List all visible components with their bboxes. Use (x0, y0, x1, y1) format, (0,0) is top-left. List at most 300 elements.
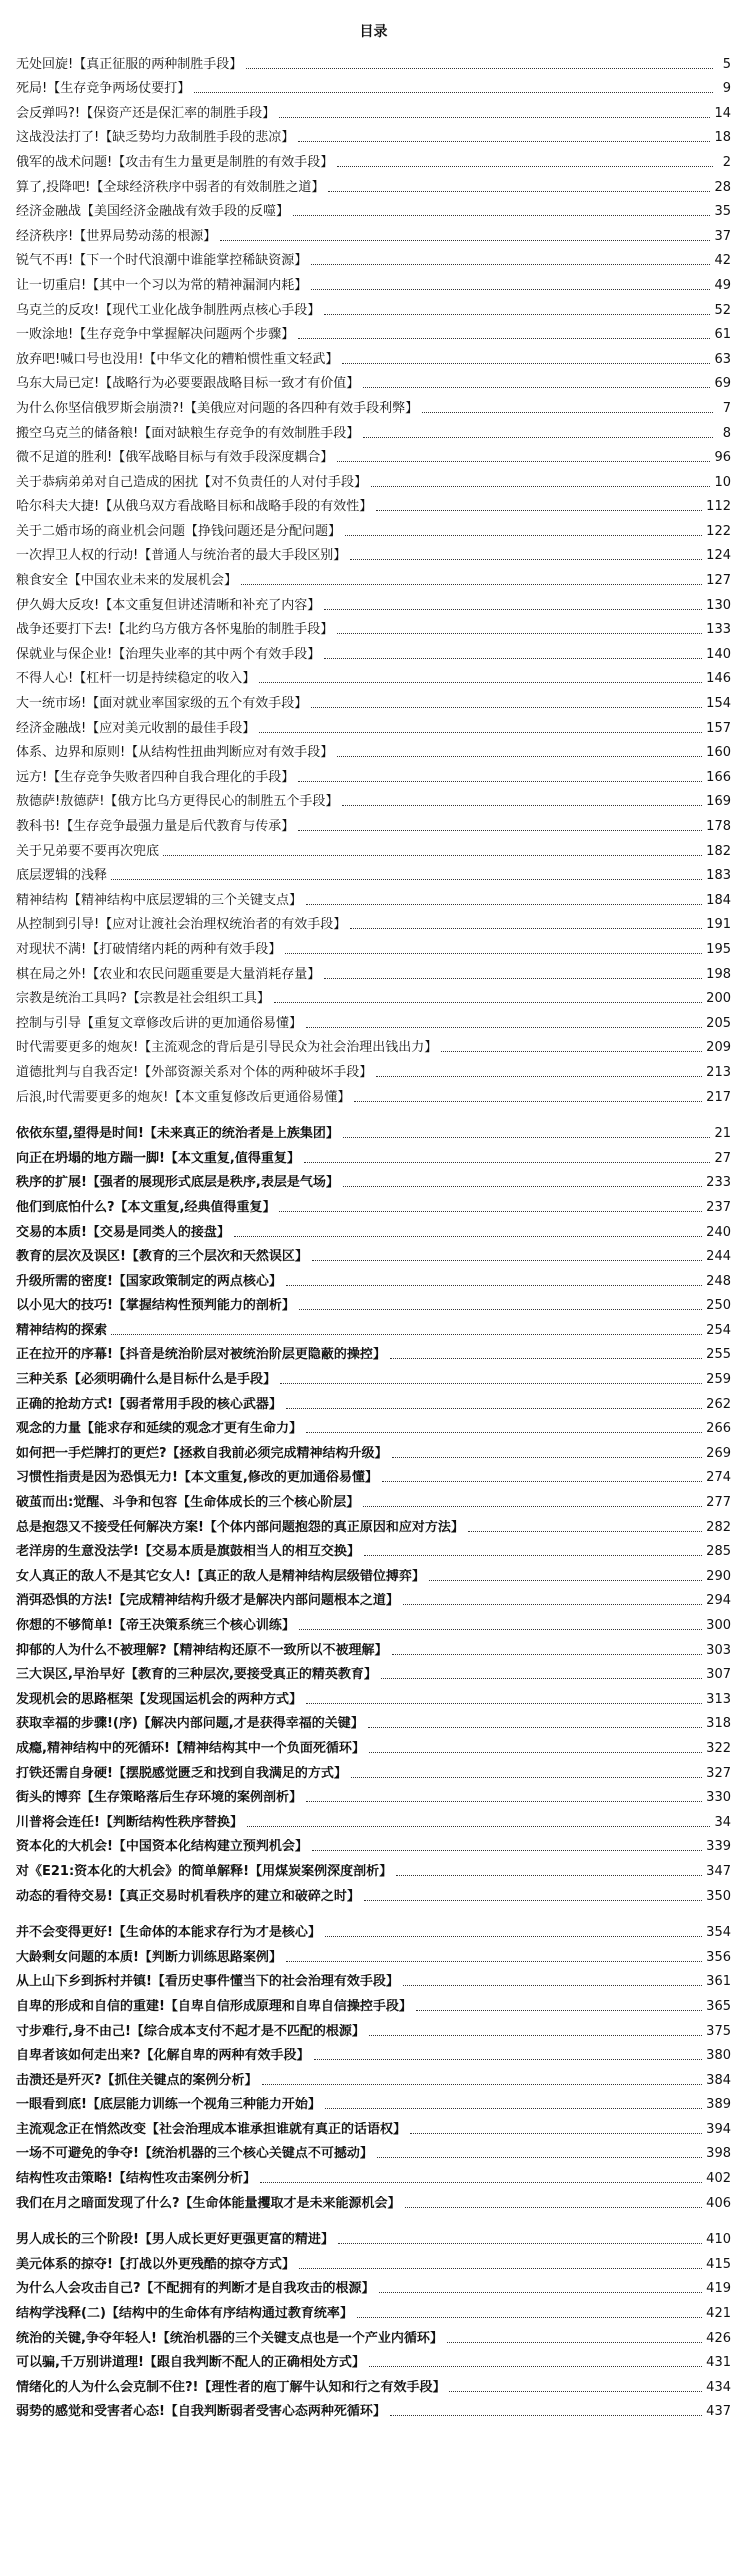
toc-entry-title: 可以骗,千万别讲道理!【跟自我判断不配人的正确相处方式】 (16, 2355, 365, 2371)
toc-entry[interactable] (16, 1462, 731, 1487)
toc-entry[interactable] (16, 1782, 731, 1807)
dot-leader (259, 732, 702, 733)
dot-leader (299, 1309, 702, 1310)
toc-entry[interactable] (16, 1708, 731, 1733)
dot-leader (306, 904, 702, 905)
toc-entry-page: 34 (714, 1814, 731, 1830)
toc-entry-page: 290 (706, 1568, 731, 1584)
toc-entry[interactable] (16, 2064, 731, 2089)
page-title: 目录 (359, 24, 388, 40)
toc-entry-title: 抑郁的人为什么不被理解?【精神结构还原不一致所以不被理解】 (16, 1642, 388, 1658)
toc-entry-page: 384 (706, 2072, 731, 2088)
toc-entry[interactable] (16, 491, 731, 516)
toc-entry-page: 127 (706, 573, 731, 589)
toc-entry[interactable] (16, 2224, 731, 2249)
toc-entry-page: 262 (706, 1396, 731, 1412)
dot-leader (376, 510, 702, 511)
toc-entry[interactable] (16, 2297, 731, 2322)
toc-entry-title: 一败涂地!【生存竞争中掌握解决问题两个步骤】 (16, 327, 295, 343)
toc-entry[interactable] (16, 1831, 731, 1856)
toc-entry-title: 老洋房的生意没法学!【交易本质是旗鼓相当人的相互交换】 (16, 1544, 360, 1560)
toc-entry[interactable] (16, 1388, 731, 1413)
toc-entry-page: 380 (706, 2048, 731, 2064)
toc-entry-title: 正确的抢劫方式!【弱者常用手段的核心武器】 (16, 1396, 282, 1412)
dot-leader (449, 2391, 702, 2392)
toc-entry-page: 248 (706, 1273, 731, 1289)
toc-entry-title: 乌克兰的反攻!【现代工业化战争制胜两点核心手段】 (16, 302, 321, 318)
toc-entry[interactable] (16, 1511, 731, 1536)
dot-leader (311, 289, 710, 290)
toc-entry[interactable] (16, 983, 731, 1008)
toc-entry[interactable] (16, 1917, 731, 1942)
dot-leader (298, 830, 702, 831)
toc-entry-title: 搬空乌克兰的储备粮!【面对缺粮生存竞争的有效制胜手段】 (16, 425, 360, 441)
dot-leader (325, 1936, 702, 1937)
toc-entry[interactable] (16, 2273, 731, 2298)
toc-entry-page: 269 (706, 1445, 731, 1461)
dot-leader (324, 658, 702, 659)
toc-entry[interactable] (16, 1191, 731, 1216)
dot-leader (298, 141, 710, 142)
dot-leader (293, 215, 710, 216)
toc-entry-page: 178 (706, 819, 731, 834)
toc-entry-page: 318 (706, 1716, 731, 1732)
toc-entry[interactable] (16, 712, 731, 737)
toc-entry-title: 消弭恐惧的方法!【完成精神结构升级才是解决内部问题根本之道】 (16, 1593, 399, 1609)
toc-entry-page: 394 (706, 2121, 731, 2137)
dot-leader (328, 191, 710, 192)
toc-entry[interactable] (16, 786, 731, 811)
toc-entry-page: 5 (722, 56, 731, 72)
toc-entry-title: 依依东望,望得是时间!【未来真正的统治者是上族集团】 (16, 1126, 339, 1142)
dot-leader (299, 1629, 702, 1630)
toc-entry-page: 209 (706, 1040, 731, 1056)
toc-entry-title: 关于二婚市场的商业机会问题【挣钱问题还是分配问题】 (16, 523, 342, 539)
toc-entry[interactable] (16, 97, 731, 122)
toc-entry-page: 49 (714, 277, 731, 293)
toc-entry[interactable] (16, 2162, 731, 2187)
toc-entry-title: 一眼看到底!【底层能力训练一个视角三种能力开始】 (16, 2097, 321, 2113)
toc-entry-title: 寸步难行,身不由己!【综合成本支付不起才是不匹配的根源】 (16, 2023, 365, 2039)
toc-entry-page: 354 (706, 1925, 731, 1941)
dot-leader (286, 1961, 702, 1962)
toc-entry[interactable] (16, 1585, 731, 1610)
toc-entry[interactable] (16, 909, 731, 934)
toc-entry[interactable] (16, 1486, 731, 1511)
dot-leader (279, 117, 710, 118)
toc-entry-title: 放弃吧!喊口号也没用!【中华文化的糟粕惯性重文轻武】 (16, 351, 339, 367)
toc-entry[interactable] (16, 1265, 731, 1290)
toc-entry[interactable] (16, 1437, 731, 1462)
dot-leader (363, 387, 710, 388)
toc-entry-title: 从控制到引导!【应对让渡社会治理权统治者的有效手段】 (16, 917, 347, 933)
toc-entry[interactable] (16, 343, 731, 368)
toc-entry[interactable] (16, 2040, 731, 2065)
toc-entry-page: 431 (706, 2355, 731, 2371)
dot-leader (371, 486, 710, 487)
toc-entry[interactable] (16, 515, 731, 540)
toc-entry[interactable] (16, 1056, 731, 1081)
toc-entry-title: 他们到底怕什么?【本文重复,经典值得重复】 (16, 1199, 276, 1215)
toc-entry-page: 347 (706, 1863, 731, 1879)
dot-leader (220, 240, 710, 241)
toc-entry-page: 37 (714, 228, 731, 244)
toc-entry[interactable] (16, 1536, 731, 1561)
dot-leader (298, 781, 702, 782)
toc-entry-title: 棋在局之外!【农业和农民问题重要是大量消耗存量】 (16, 966, 321, 982)
table-of-contents (16, 48, 731, 2420)
toc-entry-page: 63 (714, 351, 731, 367)
dot-leader (312, 1850, 702, 1851)
dot-leader (369, 2035, 702, 2036)
toc-entry-title: 以小见大的技巧!【掌握结构性预判能力的剖析】 (16, 1298, 295, 1314)
dot-leader (325, 2108, 702, 2109)
toc-entry-title: 哈尔科夫大捷!【从俄乌双方看战略目标和战略手段的有效性】 (16, 499, 373, 515)
toc-entry-title: 微不足道的胜利!【俄军战略目标与有效手段深度耦合】 (16, 450, 334, 466)
toc-entry[interactable] (16, 220, 731, 245)
dot-leader (350, 928, 702, 929)
toc-entry[interactable] (16, 1081, 731, 1106)
toc-entry[interactable] (16, 614, 731, 639)
toc-entry-title: 对现状不满!【打破情绪内耗的两种有效手段】 (16, 941, 282, 957)
dot-leader (262, 2084, 703, 2085)
dot-leader (350, 559, 702, 560)
toc-entry[interactable] (16, 1118, 731, 1143)
toc-entry-page: 419 (706, 2281, 731, 2297)
dot-leader (311, 707, 702, 708)
toc-entry[interactable] (16, 392, 731, 417)
dot-leader (403, 1604, 702, 1605)
toc-entry[interactable] (16, 196, 731, 221)
dot-leader (279, 1211, 702, 1212)
toc-entry-title: 你想的不够简单!【帝王决策系统三个核心训练】 (16, 1618, 295, 1633)
toc-entry-page: 282 (706, 1519, 731, 1535)
dot-leader (298, 338, 710, 339)
toc-entry-page: 421 (706, 2306, 731, 2322)
toc-entry[interactable] (16, 1363, 731, 1388)
toc-entry-title: 发现机会的思路框架【发现国运机会的两种方式】 (16, 1691, 303, 1707)
toc-entry-page: 10 (714, 474, 731, 490)
toc-entry[interactable] (16, 860, 731, 885)
toc-entry[interactable] (16, 1032, 731, 1057)
toc-entry-page: 406 (706, 2195, 731, 2211)
toc-entry[interactable] (16, 1806, 731, 1831)
dot-leader (241, 584, 702, 585)
dot-leader (345, 535, 702, 536)
toc-entry-title: 结构学浅释(二)【结构中的生命体有序结构通过教育统率】 (16, 2306, 353, 2322)
toc-entry-title: 敖德萨!敖德萨!【俄方比乌方更得民心的制胜五个手段】 (16, 794, 339, 810)
toc-entry-title: 结构性攻击策略!【结构性攻击案例分析】 (16, 2171, 256, 2187)
toc-entry[interactable] (16, 564, 731, 589)
dot-leader (422, 412, 713, 413)
toc-entry[interactable] (16, 2347, 731, 2372)
toc-entry-page: 182 (706, 843, 731, 859)
toc-entry-page: 198 (706, 966, 731, 982)
toc-entry-page: 437 (706, 2404, 731, 2420)
toc-entry-page: 7 (722, 400, 731, 416)
dot-leader (306, 1432, 702, 1433)
dot-leader (376, 1076, 702, 1077)
toc-entry[interactable] (16, 2089, 731, 2114)
toc-entry[interactable] (16, 761, 731, 786)
dot-leader (381, 1678, 702, 1679)
toc-entry[interactable] (16, 1683, 731, 1708)
toc-entry-title: 升级所需的密度!【国家政策制定的两点核心】 (16, 1273, 282, 1289)
toc-entry[interactable] (16, 1560, 731, 1585)
toc-entry[interactable] (16, 269, 731, 294)
dot-leader (369, 2366, 702, 2367)
toc-entry-title: 大一统市场!【面对就业率国家级的五个有效手段】 (16, 696, 308, 712)
toc-entry[interactable] (16, 933, 731, 958)
toc-entry[interactable] (16, 319, 731, 344)
toc-entry[interactable] (16, 1142, 731, 1167)
toc-entry[interactable] (16, 1167, 731, 1192)
toc-entry[interactable] (16, 2248, 731, 2273)
toc-entry-page: 233 (706, 1175, 731, 1191)
toc-entry[interactable] (16, 1413, 731, 1438)
group-separator (16, 2212, 731, 2224)
toc-entry-title: 粮食安全【中国农业未来的发展机会】 (16, 573, 238, 589)
toc-entry[interactable] (16, 884, 731, 909)
toc-entry-page: 2 (722, 154, 731, 170)
toc-entry-title: 正在拉开的序幕!【抖音是统治阶层对被统治阶层更隐蔽的操控】 (16, 1347, 386, 1363)
toc-entry[interactable] (16, 1990, 731, 2015)
toc-entry[interactable] (16, 958, 731, 983)
toc-entry[interactable] (16, 1314, 731, 1339)
toc-entry-title: 这战没法打了!【缺乏势均力敌制胜手段的悲凉】 (16, 130, 295, 146)
toc-entry-title: 我们在月之暗面发现了什么?【生命体能量攫取才是未来能源机会】 (16, 2195, 401, 2211)
toc-entry[interactable] (16, 2371, 731, 2396)
toc-entry-title: 体系、边界和原则!【从结构性扭曲判断应对有效手段】 (16, 745, 334, 761)
toc-entry[interactable] (16, 146, 731, 171)
toc-entry-page: 350 (706, 1888, 731, 1904)
toc-entry-title: 不得人心!【杠杆一切是持续稳定的收入】 (16, 671, 256, 687)
toc-entry-page: 277 (706, 1495, 731, 1511)
toc-entry-title: 保就业与保企业!【治理失业率的其中两个有效手段】 (16, 646, 321, 662)
toc-entry[interactable] (16, 1659, 731, 1684)
dot-leader (311, 264, 710, 265)
toc-entry-title: 资本化的大机会!【中国资本化结构建立预判机会】 (16, 1839, 308, 1855)
dot-leader (405, 2207, 703, 2208)
toc-entry[interactable] (16, 122, 731, 147)
toc-entry-page: 254 (706, 1322, 731, 1338)
toc-entry-title: 秩序的扩展!【强者的展现形式底层是秩序,表层是气场】 (16, 1175, 339, 1191)
toc-entry-page: 28 (714, 179, 731, 195)
toc-entry[interactable] (16, 245, 731, 270)
toc-entry[interactable] (16, 1732, 731, 1757)
toc-entry-title: 男人成长的三个阶段!【男人成长更好更强更富的精进】 (16, 2232, 334, 2248)
toc-entry[interactable] (16, 1216, 731, 1241)
toc-entry-title: 女人真正的敌人不是其它女人!【真正的敌人是精神结构层级错位搏弈】 (16, 1568, 425, 1584)
dot-leader (377, 2157, 702, 2158)
dot-leader (111, 1334, 702, 1335)
dot-leader (286, 1408, 702, 1409)
toc-entry-title: 为什么你坚信俄罗斯会崩溃?!【美俄应对问题的各四种有效手段利弊】 (16, 400, 419, 416)
toc-entry-title: 自卑的形成和自信的重建!【自卑自信形成原理和自卑自信操控手段】 (16, 1998, 412, 2014)
dot-leader (390, 1358, 702, 1359)
toc-entry-title: 自卑者该如何走出来?【化解自卑的两种有效手段】 (16, 2048, 310, 2064)
toc-entry-title: 精神结构【精神结构中底层逻辑的三个关键支点】 (16, 892, 303, 908)
toc-entry[interactable] (16, 1966, 731, 1991)
toc-entry-title: 道德批判与自我否定!【外部资源关系对个体的两种破坏手段】 (16, 1064, 373, 1080)
toc-entry-page: 255 (706, 1347, 731, 1363)
toc-entry-title: 控制与引导【重复文章修改后讲的更加通俗易懂】 (16, 1015, 303, 1031)
dot-leader (468, 1531, 702, 1532)
toc-entry[interactable] (16, 171, 731, 196)
toc-entry-page: 61 (714, 327, 731, 343)
toc-entry-page: 250 (706, 1298, 731, 1314)
toc-entry[interactable] (16, 1757, 731, 1782)
toc-entry-title: 交易的本质!【交易是同类人的接盘】 (16, 1224, 230, 1240)
toc-entry-page: 27 (714, 1150, 731, 1166)
dot-leader (304, 1162, 711, 1163)
toc-entry-page: 240 (706, 1224, 731, 1240)
toc-entry-page: 9 (722, 81, 731, 97)
dot-leader (447, 2342, 702, 2343)
toc-entry[interactable] (16, 2322, 731, 2347)
dot-leader (286, 1285, 702, 1286)
toc-entry[interactable] (16, 1609, 731, 1634)
toc-entry[interactable] (16, 835, 731, 860)
toc-entry[interactable] (16, 1241, 731, 1266)
dot-leader (364, 1555, 702, 1556)
toc-entry-page: 259 (706, 1372, 731, 1388)
toc-entry[interactable] (16, 48, 731, 73)
toc-entry-page: 217 (706, 1089, 731, 1105)
toc-entry-page: 330 (706, 1790, 731, 1806)
toc-entry-title: 川普将会连任!【判断结构性秩序替换】 (16, 1814, 243, 1830)
toc-entry-title: 从上山下乡到拆村并镇!【看历史事件懂当下的社会治理有效手段】 (16, 1974, 399, 1990)
toc-entry-title: 三种关系【必须明确什么是目标什么是手段】 (16, 1372, 277, 1388)
toc-entry[interactable] (16, 2396, 731, 2421)
dot-leader (259, 682, 702, 683)
toc-entry[interactable] (16, 2113, 731, 2138)
toc-entry-title: 主流观念正在悄然改变【社会治理成本谁承担谁就有真正的话语权】 (16, 2121, 407, 2137)
dot-leader (337, 166, 713, 167)
dot-leader (342, 363, 710, 364)
toc-entry[interactable] (16, 2187, 731, 2212)
toc-entry-page: 434 (706, 2379, 731, 2395)
toc-entry[interactable] (16, 73, 731, 98)
toc-entry-title: 如何把一手烂牌打的更烂?【拯救自我前必须完成精神结构升级】 (16, 1445, 388, 1461)
dot-leader (274, 1002, 702, 1003)
dot-leader (343, 1186, 702, 1187)
toc-entry-page: 130 (706, 597, 731, 613)
toc-entry-page: 205 (706, 1015, 731, 1031)
toc-entry[interactable] (16, 1634, 731, 1659)
toc-entry-page: 191 (706, 917, 731, 933)
toc-entry-page: 410 (706, 2232, 731, 2248)
dot-leader (299, 2268, 702, 2269)
toc-entry[interactable] (16, 687, 731, 712)
toc-entry[interactable] (16, 466, 731, 491)
toc-entry[interactable] (16, 810, 731, 835)
toc-entry[interactable] (16, 1339, 731, 1364)
dot-leader (369, 1752, 702, 1753)
toc-entry-title: 乌东大局已定!【战略行为必要要跟战略目标一致才有价值】 (16, 376, 360, 392)
toc-entry[interactable] (16, 294, 731, 319)
toc-entry-page: 322 (706, 1740, 731, 1756)
toc-entry-page: 8 (722, 425, 731, 441)
dot-leader (410, 2133, 702, 2134)
dot-leader (390, 2415, 702, 2416)
toc-entry[interactable] (16, 1941, 731, 1966)
toc-entry[interactable] (16, 1880, 731, 1905)
toc-entry-title: 美元体系的掠夺!【打战以外更残酷的掠夺方式】 (16, 2256, 295, 2272)
toc-entry-page: 426 (706, 2330, 731, 2346)
toc-entry-page: 133 (706, 622, 731, 638)
toc-entry-page: 184 (706, 892, 731, 908)
toc-entry-page: 327 (706, 1765, 731, 1781)
toc-entry-page: 294 (706, 1593, 731, 1609)
toc-entry[interactable] (16, 1007, 731, 1032)
toc-entry[interactable] (16, 737, 731, 762)
toc-entry-title: 宗教是统治工具吗?【宗教是社会组织工具】 (16, 991, 270, 1007)
toc-entry-page: 274 (706, 1470, 731, 1486)
toc-entry-page: 375 (706, 2023, 731, 2039)
dot-leader (260, 2182, 702, 2183)
toc-entry[interactable] (16, 442, 731, 467)
dot-leader (338, 2243, 702, 2244)
toc-entry-title: 弱势的感觉和受害者心态!【自我判断弱者受害心态两种死循环】 (16, 2404, 386, 2420)
toc-entry-page: 69 (714, 376, 731, 392)
dot-leader (351, 1777, 702, 1778)
toc-entry[interactable] (16, 589, 731, 614)
dot-leader (234, 1236, 702, 1237)
toc-entry[interactable] (16, 638, 731, 663)
toc-entry-page: 183 (706, 868, 731, 884)
toc-entry-page: 285 (706, 1544, 731, 1560)
toc-entry-title: 经济金融战【美国经济金融战有效手段的反噬】 (16, 204, 290, 220)
toc-entry-title: 会反弹吗?!【保资产还是保汇率的制胜手段】 (16, 105, 276, 121)
toc-entry[interactable] (16, 663, 731, 688)
toc-entry-page: 160 (706, 745, 731, 761)
toc-entry-page: 356 (706, 1949, 731, 1965)
dot-leader (306, 1027, 702, 1028)
toc-entry[interactable] (16, 540, 731, 565)
toc-entry-title: 教育的层次及误区!【教育的三个层次和天然误区】 (16, 1249, 308, 1265)
toc-entry-title: 俄军的战术问题!【攻击有生力量更是制胜的有效手段】 (16, 154, 334, 170)
dot-leader (337, 633, 702, 634)
toc-entry[interactable] (16, 1855, 731, 1880)
toc-entry[interactable] (16, 2015, 731, 2040)
toc-entry[interactable] (16, 417, 731, 442)
toc-entry-title: 锐气不再!【下一个时代浪潮中谁能掌控稀缺资源】 (16, 253, 308, 269)
toc-entry-title: 街头的博弈【生存策略落后生存环境的案例剖析】 (16, 1790, 303, 1806)
toc-entry-title: 死局!【生存竞争两场仗要打】 (16, 81, 191, 97)
toc-entry-page: 154 (706, 696, 731, 712)
toc-entry-title: 远方!【生存竞争失败者四种自我合理化的手段】 (16, 769, 295, 785)
dot-leader (364, 1900, 702, 1901)
dot-leader (441, 1051, 702, 1052)
toc-entry-page: 14 (714, 105, 731, 121)
toc-entry-title: 时代需要更多的炮灰!【主流观念的背后是引导民众为社会治理出钱出力】 (16, 1040, 438, 1056)
toc-entry-page: 96 (714, 450, 731, 466)
toc-entry[interactable] (16, 368, 731, 393)
toc-entry-title: 关于兄弟要不要再次兜底 (16, 843, 160, 859)
dot-leader (363, 1506, 702, 1507)
toc-entry[interactable] (16, 2138, 731, 2163)
toc-entry-title: 无处回旋!【真正征服的两种制胜手段】 (16, 56, 243, 72)
toc-entry-title: 底层逻辑的浅释 (16, 868, 108, 884)
toc-entry-page: 122 (706, 523, 731, 539)
dot-leader (416, 2010, 702, 2011)
toc-entry-page: 361 (706, 1974, 731, 1990)
dot-leader (403, 1985, 702, 1986)
toc-entry-page: 195 (706, 941, 731, 957)
toc-entry[interactable] (16, 1290, 731, 1315)
toc-entry-title: 观念的力量【能求存和延续的观念才更有生命力】 (16, 1421, 303, 1437)
